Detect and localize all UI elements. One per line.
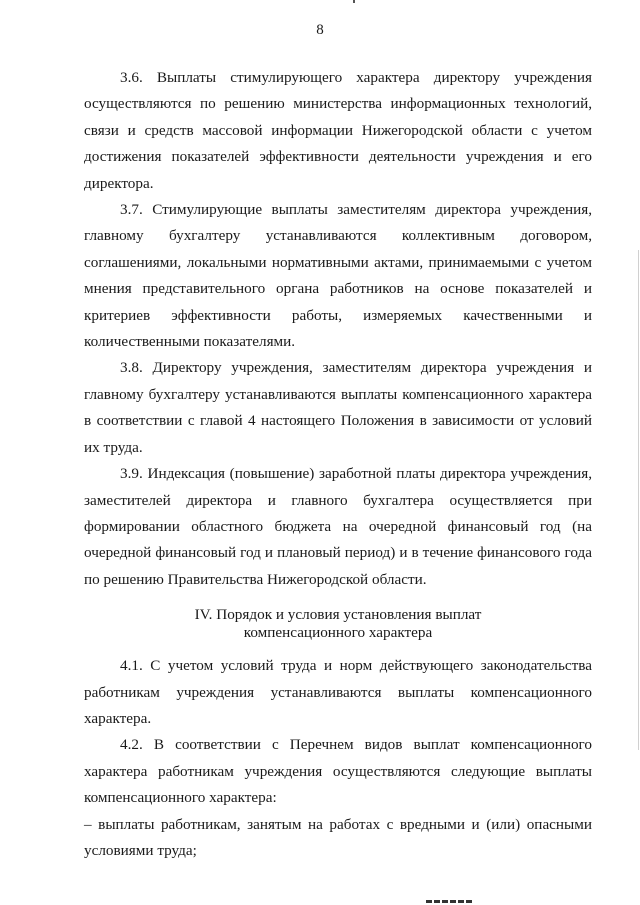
scan-artifact-top (353, 0, 355, 3)
scan-artifact-edge (638, 250, 639, 750)
paragraph-3-8: 3.8. Директору учреждения, заместителям директора учреждения и главному бухгалтеру устанавливаются выплаты компенсационного характера в соответствии с главой 4 настоящего Положения в зависимости от условий их труда. (84, 359, 592, 456)
paragraph-4-1: 4.1. С учетом условий труда и норм действующего законодательства работникам учреждения устанавливаются выплаты компенсационного характера. (84, 657, 592, 727)
section-heading-line-1: IV. Порядок и условия установления выплат (194, 606, 482, 624)
paragraph-3-9: 3.9. Индексация (повышение) заработной платы директора учреждения, заместителей директора и главного бухгалтера осуществляется при формировании областного бюджета на очередной финансовый год (на очередной финансовый год и плановый период) и в течение финансового года по решению Правительства Нижегородской области. (84, 465, 592, 588)
section-heading-line-2: компенсационного характера (243, 624, 433, 642)
paragraph-4-2: 4.2. В соответствии с Перечнем видов выплат компенсационного характера работникам учреждения осуществляются следующие выплаты компенсационного характера: (84, 736, 592, 807)
section-heading (84, 606, 592, 642)
list-item: – выплаты работникам, занятым на работах с вредными и (или) опасными условиями труда; (84, 815, 592, 859)
paragraph-3-6: 3.6. Выплаты стимулирующего характера директору учреждения осуществляются по решению министерства информационных технологий, связи и средств массовой информации Нижегородской области с учетом достижения показателей эффективности деятельности учреждения и его директора. (84, 69, 592, 192)
paragraph-3-7: 3.7. Стимулирующие выплаты заместителям директора учреждения, главному бухгалтеру устанавливаются коллективным договором, соглашениями, локальными нормативными актами, принимаемыми с учетом мнения представительного органа работников на основе показателей и критериев эффективности работы, измеряемых качественными и количественными показателями. (84, 201, 592, 351)
document-body (84, 65, 592, 864)
page-number: 8 (316, 22, 324, 38)
scan-artifact-bottom (426, 900, 474, 903)
